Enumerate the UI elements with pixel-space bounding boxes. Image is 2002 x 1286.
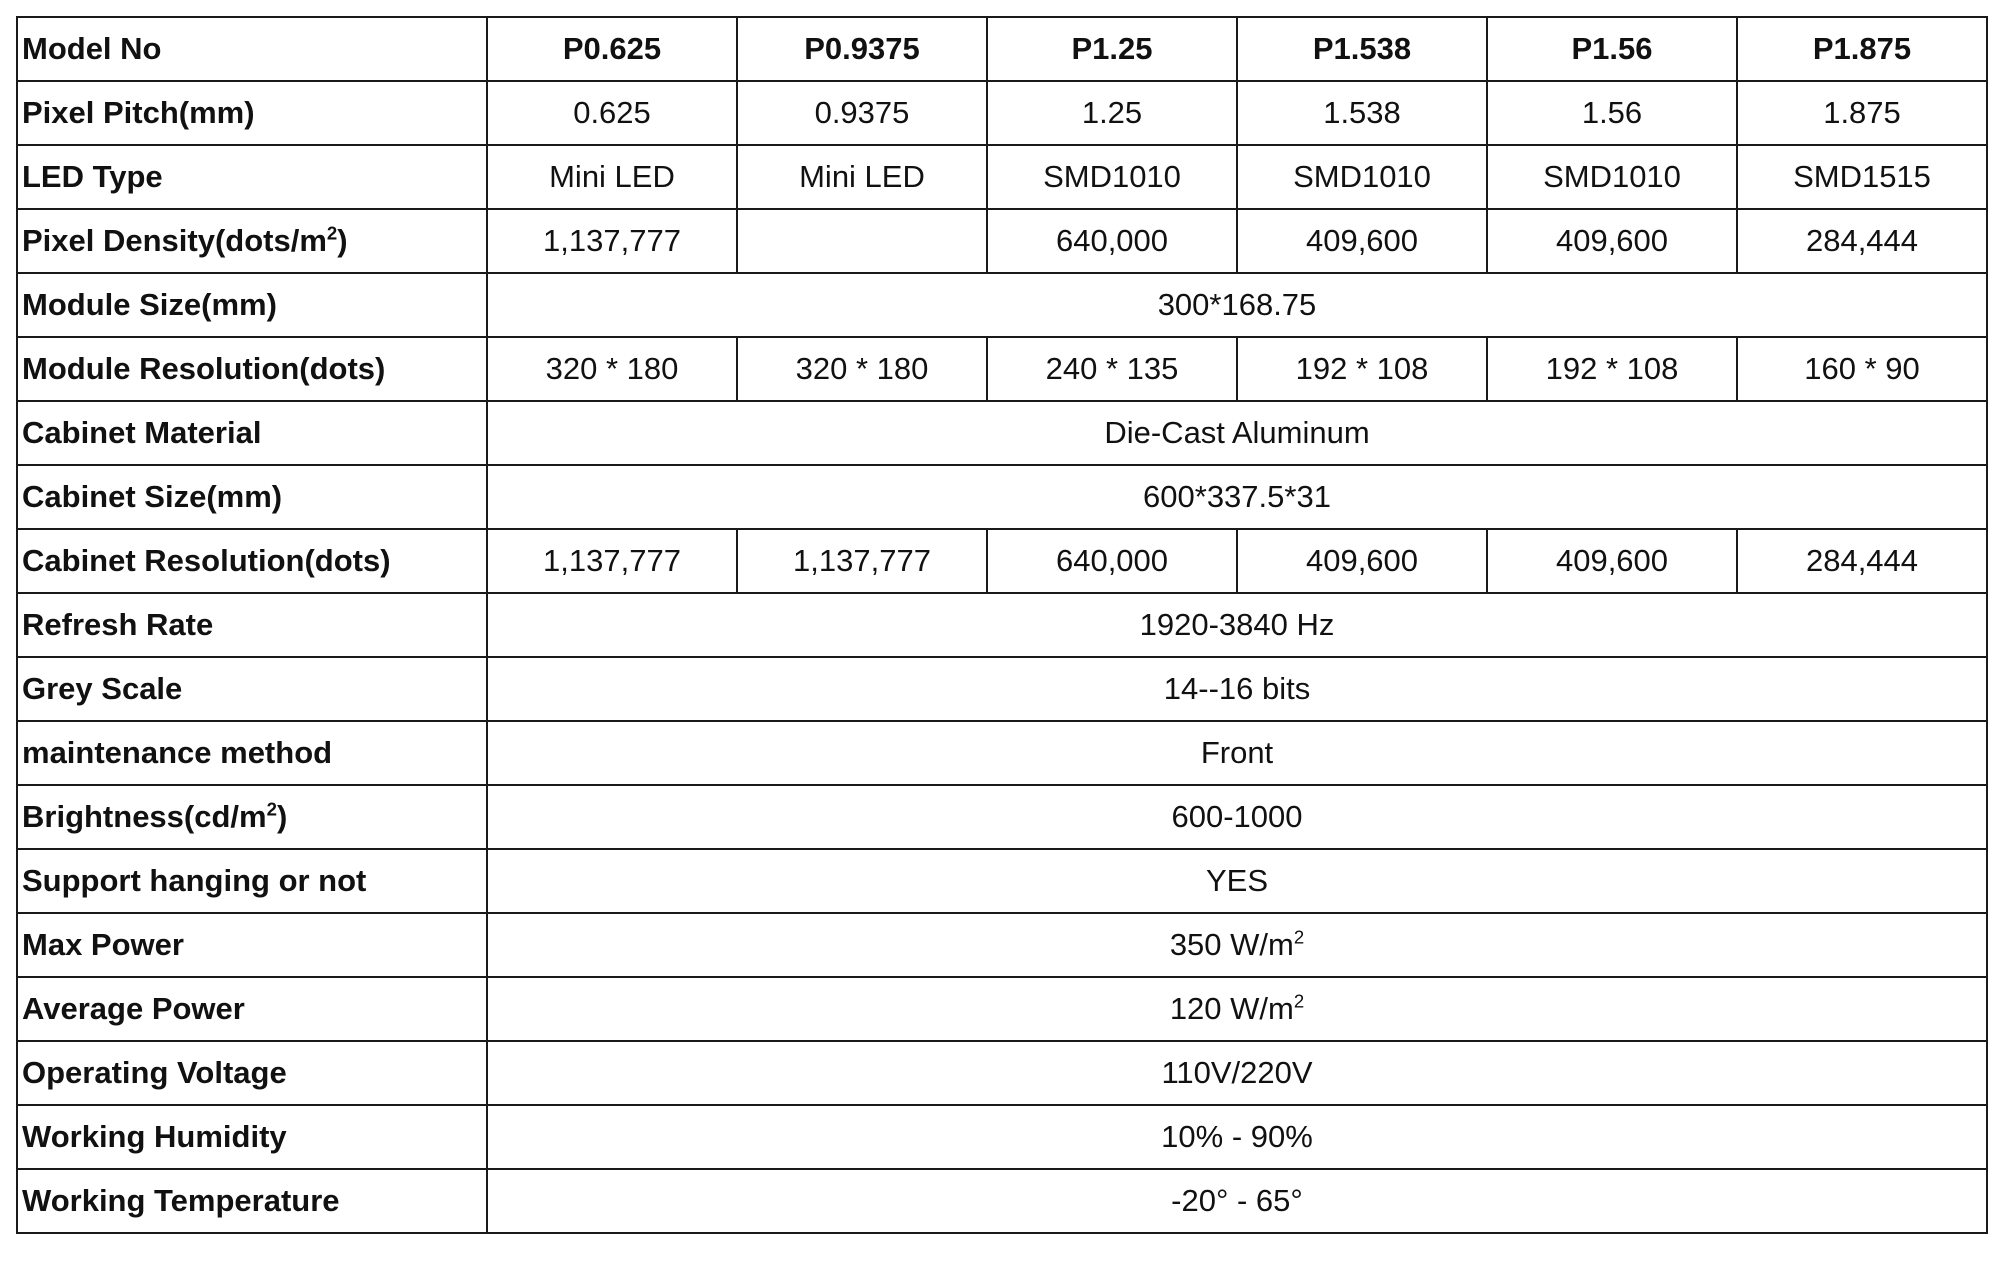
row-label: Grey Scale — [17, 657, 487, 721]
row-working-temperature — [17, 1169, 1987, 1233]
value-cell: 1,137,777 — [737, 529, 987, 593]
row-label: Module Resolution(dots) — [17, 337, 487, 401]
merged-value-cell: Die-Cast Aluminum — [487, 401, 1987, 465]
row-label — [17, 209, 487, 273]
value-cell: 1.875 — [1737, 81, 1987, 145]
row-label: Support hanging or not — [17, 849, 487, 913]
row-label: maintenance method — [17, 721, 487, 785]
value-cell: 284,444 — [1737, 529, 1987, 593]
model-name: P1.538 — [1237, 17, 1487, 81]
value-cell: SMD1010 — [987, 145, 1237, 209]
row-module-size — [17, 273, 1987, 337]
label-text: Brightness(cd/m — [22, 799, 267, 834]
row-model-no — [17, 17, 1987, 81]
superscript: 2 — [1293, 990, 1305, 1012]
merged-value-cell: 14--16 bits — [487, 657, 1987, 721]
label-text: Pixel Density(dots/m — [22, 223, 327, 258]
value-cell: 1.538 — [1237, 81, 1487, 145]
value-text: 120 W/m — [1169, 991, 1294, 1026]
value-cell: 1,137,777 — [487, 209, 737, 273]
merged-value-cell: 600*337.5*31 — [487, 465, 1987, 529]
row-label: Working Humidity — [17, 1105, 487, 1169]
row-label: Module Size(mm) — [17, 273, 487, 337]
row-label: Cabinet Resolution(dots) — [17, 529, 487, 593]
row-label: Pixel Pitch(mm) — [17, 81, 487, 145]
merged-value-cell: 110V/220V — [487, 1041, 1987, 1105]
row-label: Cabinet Size(mm) — [17, 465, 487, 529]
label-tail: ) — [276, 799, 288, 834]
row-label — [17, 785, 487, 849]
value-cell: SMD1010 — [1487, 145, 1737, 209]
merged-value-cell: 300*168.75 — [487, 273, 1987, 337]
merged-value-cell: YES — [487, 849, 1987, 913]
row-label: Average Power — [17, 977, 487, 1041]
value-cell: 409,600 — [1237, 209, 1487, 273]
value-cell: 409,600 — [1487, 529, 1737, 593]
row-cabinet-size — [17, 465, 1987, 529]
value-cell: 240 * 135 — [987, 337, 1237, 401]
model-name: P0.9375 — [737, 17, 987, 81]
row-average-power — [17, 977, 1987, 1041]
superscript: 2 — [1293, 926, 1305, 948]
value-cell: SMD1010 — [1237, 145, 1487, 209]
merged-value-cell — [487, 977, 1987, 1041]
superscript: 2 — [326, 222, 338, 244]
row-working-humidity — [17, 1105, 1987, 1169]
value-cell: 0.9375 — [737, 81, 987, 145]
label-tail: ) — [337, 223, 348, 258]
row-label: Refresh Rate — [17, 593, 487, 657]
row-led-type — [17, 145, 1987, 209]
row-refresh-rate — [17, 593, 1987, 657]
row-cabinet-material — [17, 401, 1987, 465]
merged-value-cell: -20° - 65° — [487, 1169, 1987, 1233]
value-cell: 1,137,777 — [487, 529, 737, 593]
row-pixel-pitch — [17, 81, 1987, 145]
merged-value-cell: 600-1000 — [487, 785, 1987, 849]
value-cell: Mini LED — [487, 145, 737, 209]
value-text: 350 W/m — [1169, 927, 1294, 962]
row-module-resolution — [17, 337, 1987, 401]
value-cell: SMD1515 — [1737, 145, 1987, 209]
model-name: P1.56 — [1487, 17, 1737, 81]
model-name: P1.875 — [1737, 17, 1987, 81]
model-name: P1.25 — [987, 17, 1237, 81]
merged-value-cell: 1920-3840 Hz — [487, 593, 1987, 657]
row-label: Cabinet Material — [17, 401, 487, 465]
value-cell: 640,000 — [987, 209, 1237, 273]
value-cell: 0.625 — [487, 81, 737, 145]
row-label: Max Power — [17, 913, 487, 977]
row-label: Model No — [17, 17, 487, 81]
value-cell: 409,600 — [1487, 209, 1737, 273]
row-label: Operating Voltage — [17, 1041, 487, 1105]
value-cell: 160 * 90 — [1737, 337, 1987, 401]
value-cell: Mini LED — [737, 145, 987, 209]
value-cell: 284,444 — [1737, 209, 1987, 273]
value-cell — [737, 209, 987, 273]
row-cabinet-resolution — [17, 529, 1987, 593]
row-label: Working Temperature — [17, 1169, 487, 1233]
row-brightness — [17, 785, 1987, 849]
value-cell: 409,600 — [1237, 529, 1487, 593]
merged-value-cell: 10% - 90% — [487, 1105, 1987, 1169]
row-support-hanging — [17, 849, 1987, 913]
value-cell: 320 * 180 — [487, 337, 737, 401]
row-label: LED Type — [17, 145, 487, 209]
row-pixel-density — [17, 209, 1987, 273]
value-cell: 320 * 180 — [737, 337, 987, 401]
value-cell: 1.56 — [1487, 81, 1737, 145]
merged-value-cell: Front — [487, 721, 1987, 785]
value-cell: 192 * 108 — [1487, 337, 1737, 401]
value-cell: 640,000 — [987, 529, 1237, 593]
row-grey-scale — [17, 657, 1987, 721]
row-max-power — [17, 913, 1987, 977]
value-cell: 192 * 108 — [1237, 337, 1487, 401]
model-name: P0.625 — [487, 17, 737, 81]
row-maintenance-method — [17, 721, 1987, 785]
merged-value-cell — [487, 913, 1987, 977]
value-cell: 1.25 — [987, 81, 1237, 145]
superscript: 2 — [266, 798, 277, 820]
spec-table — [16, 16, 1988, 1234]
row-operating-voltage — [17, 1041, 1987, 1105]
